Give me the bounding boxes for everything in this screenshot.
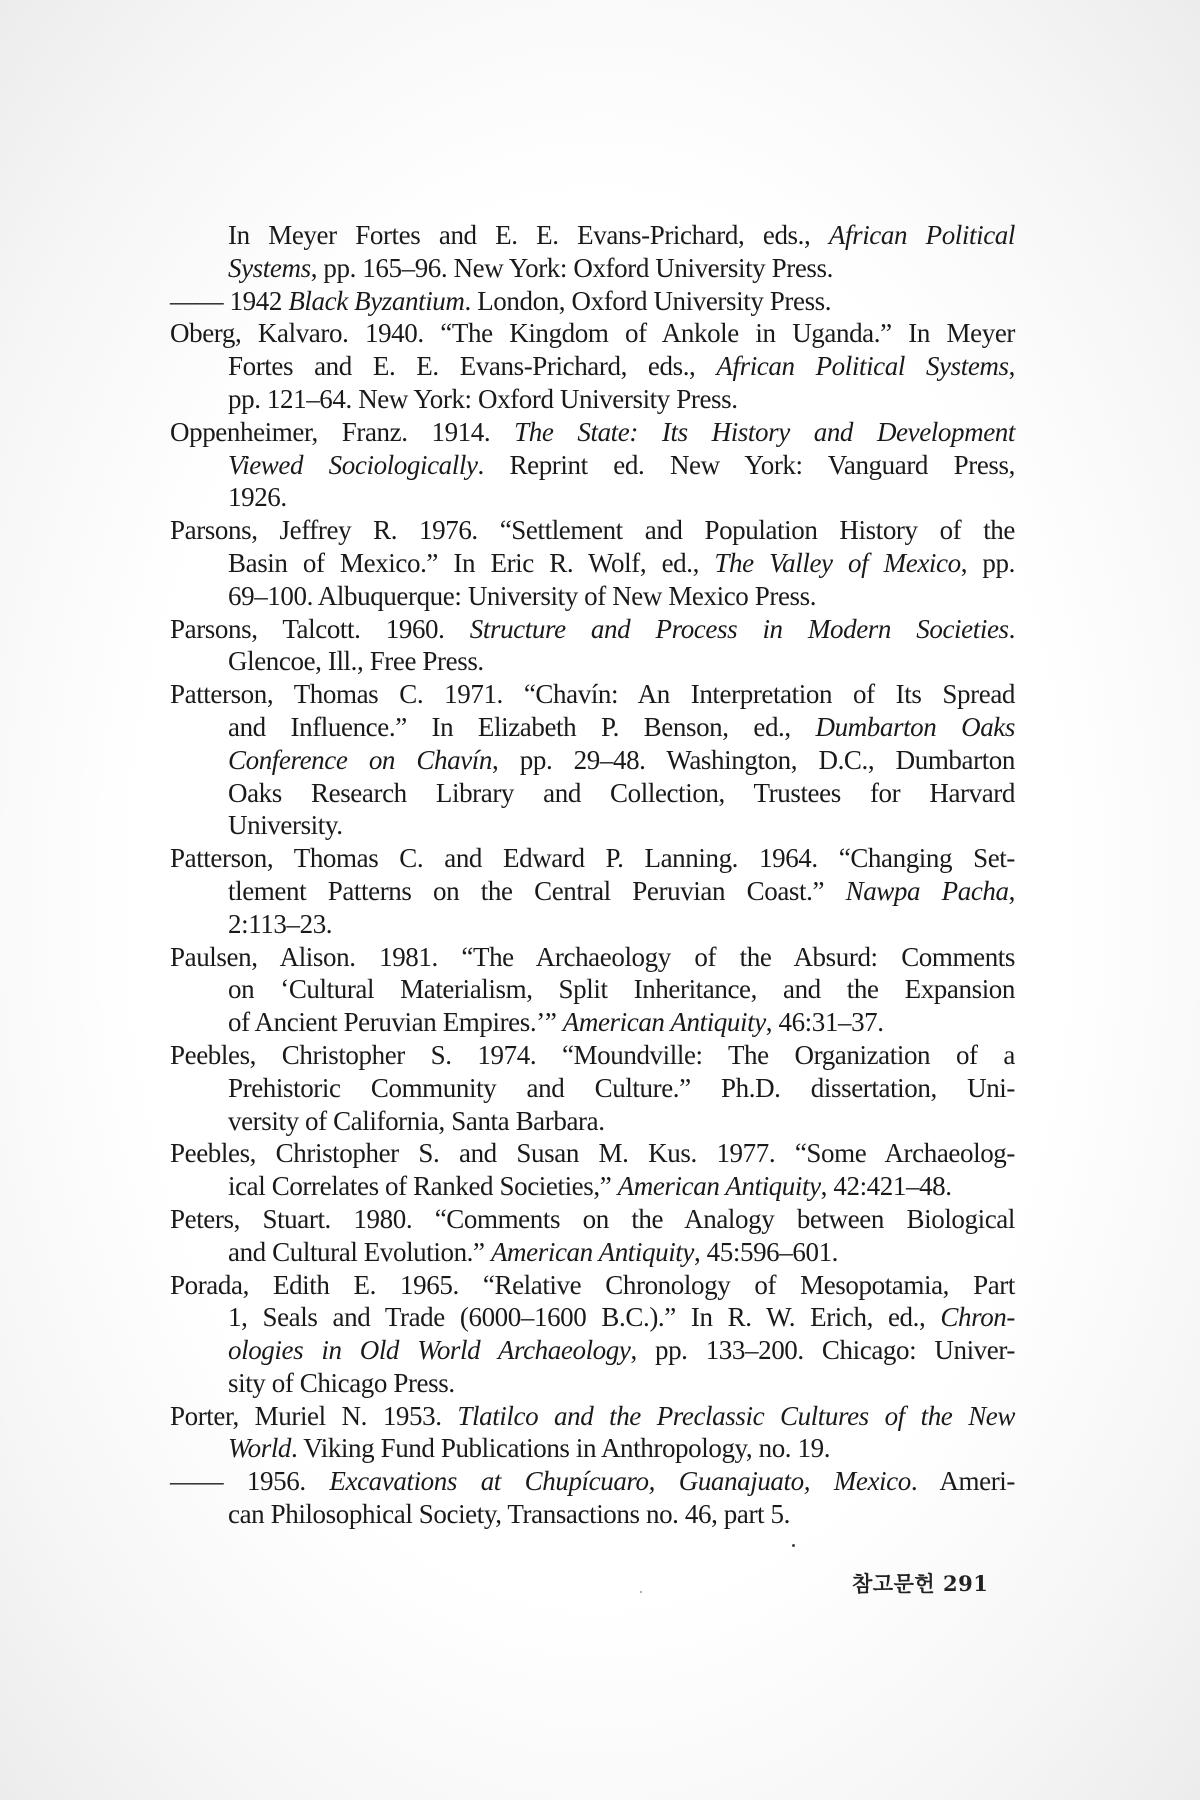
italic-title-text: The State: Its History and Development bbox=[514, 416, 1015, 447]
entry-text: ical Correlates of Ranked Societies,” bbox=[228, 1171, 618, 1202]
italic-title-text: American Antiquity bbox=[562, 1007, 766, 1038]
bibliography-entry bbox=[170, 514, 1015, 612]
bibliography-entry bbox=[170, 1269, 1015, 1400]
entry-text: tlement Patterns on the Central Peruvian Coast.” bbox=[228, 875, 846, 906]
bibliography-entry bbox=[170, 842, 1015, 940]
entry-line bbox=[170, 1170, 1015, 1203]
entry-line bbox=[170, 580, 1015, 613]
entry-text: Glencoe, Ill., Free Press. bbox=[228, 646, 484, 677]
entry-line bbox=[170, 678, 1015, 711]
entry-line bbox=[170, 1105, 1015, 1138]
entry-line bbox=[170, 1432, 1015, 1465]
entry-line bbox=[170, 941, 1015, 974]
entry-text: and Influence.” In Elizabeth P. Benson, ed., bbox=[228, 711, 816, 742]
scan-speck bbox=[792, 1544, 795, 1547]
entry-text: Parsons, Talcott. 1960. bbox=[170, 613, 470, 644]
entry-text: . bbox=[1008, 613, 1015, 644]
entry-text: Peters, Stuart. 1980. “Comments on the Analogy between Biological bbox=[170, 1203, 1015, 1234]
entry-text: , 45:596–601. bbox=[693, 1236, 839, 1267]
bibliography-entry bbox=[170, 1137, 1015, 1203]
entry-text: , bbox=[1008, 875, 1015, 906]
entry-line bbox=[170, 1072, 1015, 1105]
entry-text: . Ameri- bbox=[910, 1466, 1016, 1497]
entry-text: versity of California, Santa Barbara. bbox=[228, 1105, 605, 1136]
entry-line bbox=[170, 1236, 1015, 1269]
entry-line bbox=[170, 613, 1015, 646]
entry-text: , 46:31–37. bbox=[765, 1007, 884, 1038]
bibliography-entry bbox=[170, 1465, 1015, 1531]
entry-line bbox=[170, 350, 1015, 383]
entry-text: on ‘Cultural Materialism, Split Inheritance, and the Expansion bbox=[228, 974, 1015, 1005]
entry-text: Patterson, Thomas C. and Edward P. Lanning. 1964. “Changing Set- bbox=[170, 843, 1015, 874]
entry-line bbox=[170, 1137, 1015, 1170]
entry-text: Paulsen, Alison. 1981. “The Archaeology of the Absurd: Comments bbox=[170, 941, 1015, 972]
entry-text: 1926. bbox=[228, 482, 287, 513]
entry-text: . London, Oxford University Press. bbox=[464, 285, 832, 316]
italic-title-text: Chron- bbox=[940, 1302, 1015, 1333]
entry-line bbox=[170, 875, 1015, 908]
entry-text: Peebles, Christopher S. 1974. “Moundville: The Organization of a bbox=[170, 1039, 1015, 1070]
entry-line bbox=[170, 1367, 1015, 1400]
italic-title-text: Conference on Chavín bbox=[228, 744, 493, 775]
entry-text: sity of Chicago Press. bbox=[228, 1367, 455, 1398]
section-title: 참고문헌 bbox=[852, 1571, 936, 1596]
entry-text: , 42:421–48. bbox=[820, 1171, 952, 1202]
entry-text: Porter, Muriel N. 1953. bbox=[170, 1400, 458, 1431]
entry-text: Basin of Mexico.” In Eric R. Wolf, ed., bbox=[228, 547, 715, 578]
entry-text: Oberg, Kalvaro. 1940. “The Kingdom of Ankole in Uganda.” In Meyer bbox=[170, 318, 1015, 349]
entry-text: Oaks Research Library and Collection, Trustees for Harvard bbox=[228, 777, 1015, 808]
entry-text: —— 1956. bbox=[170, 1466, 330, 1497]
entry-text: Patterson, Thomas C. 1971. “Chavín: An Interpretation of Its Spread bbox=[170, 679, 1015, 710]
italic-title-text: American Antiquity bbox=[617, 1171, 821, 1202]
entry-line bbox=[170, 383, 1015, 416]
entry-text: Oppenheimer, Franz. 1914. bbox=[170, 416, 515, 447]
italic-title-text: Nawpa Pacha bbox=[845, 875, 1009, 906]
entry-line bbox=[170, 1498, 1015, 1531]
italic-title-text: Structure and Process in Modern Societies bbox=[469, 613, 1009, 644]
bibliography-list bbox=[170, 219, 1015, 1531]
entry-line bbox=[170, 1039, 1015, 1072]
entry-text: of Ancient Peruvian Empires.’” bbox=[228, 1007, 563, 1038]
italic-title-text: Dumbarton Oaks bbox=[815, 711, 1015, 742]
italic-title-text: Systems bbox=[228, 252, 311, 283]
entry-text: University. bbox=[228, 810, 343, 841]
entry-line bbox=[170, 908, 1015, 941]
entry-text: , pp. 29–48. Washington, D.C., Dumbarton bbox=[492, 744, 1015, 775]
entry-text: —— 1942 bbox=[170, 285, 289, 316]
entry-text: , bbox=[1008, 351, 1015, 382]
entry-line bbox=[170, 744, 1015, 777]
entry-line bbox=[170, 777, 1015, 810]
bibliography-entry bbox=[170, 416, 1015, 514]
entry-line bbox=[170, 1301, 1015, 1334]
bibliography-entry bbox=[170, 1203, 1015, 1269]
italic-title-text: ologies in Old World Archaeology bbox=[228, 1335, 631, 1366]
entry-line bbox=[170, 842, 1015, 875]
entry-line bbox=[170, 809, 1015, 842]
italic-title-text: Viewed Sociologically bbox=[228, 449, 478, 480]
entry-text: , pp. 165–96. New York: Oxford University Press. bbox=[310, 252, 833, 283]
entry-line bbox=[170, 252, 1015, 285]
page-number: 291 bbox=[942, 1571, 989, 1596]
entry-text: Prehistoric Community and Culture.” Ph.D. dissertation, Uni- bbox=[228, 1072, 1015, 1103]
bibliography-entry bbox=[170, 941, 1015, 1039]
page-footer bbox=[852, 1568, 988, 1598]
entry-line bbox=[170, 1400, 1015, 1433]
entry-text: and Cultural Evolution.” bbox=[228, 1236, 491, 1267]
entry-line bbox=[170, 1465, 1015, 1498]
entry-text: Parsons, Jeffrey R. 1976. “Settlement and Population History of the bbox=[170, 515, 1015, 546]
italic-title-text: Excavations at Chupícuaro, Guanajuato, Mexico bbox=[329, 1466, 911, 1497]
entry-text: 1, Seals and Trade (6000–1600 B.C.).” In R. W. Erich, ed., bbox=[228, 1302, 941, 1333]
italic-title-text: African Political bbox=[828, 220, 1015, 250]
bibliography-entry bbox=[170, 613, 1015, 679]
bibliography-entry bbox=[170, 678, 1015, 842]
entry-text: Fortes and E. E. Evans-Prichard, eds., bbox=[228, 351, 717, 382]
entry-line bbox=[170, 317, 1015, 350]
entry-text: . Viking Fund Publications in Anthropology, no. 19. bbox=[291, 1433, 831, 1464]
entry-text: , pp. bbox=[960, 547, 1015, 578]
italic-title-text: African Political Systems bbox=[716, 351, 1009, 382]
entry-line bbox=[170, 219, 1015, 252]
entry-text: 2:113–23. bbox=[228, 908, 333, 939]
entry-line bbox=[170, 711, 1015, 744]
italic-title-text: Black Byzantium bbox=[288, 285, 465, 316]
entry-line bbox=[170, 1006, 1015, 1039]
scan-speck bbox=[640, 1591, 642, 1593]
bibliography-entry bbox=[170, 285, 1015, 318]
entry-line bbox=[170, 1203, 1015, 1236]
entry-line bbox=[170, 1334, 1015, 1367]
bibliography-entry bbox=[170, 317, 1015, 415]
bibliography-entry bbox=[170, 1039, 1015, 1137]
italic-title-text: American Antiquity bbox=[490, 1236, 694, 1267]
entry-line bbox=[170, 973, 1015, 1006]
italic-title-text: The Valley of Mexico bbox=[714, 547, 961, 578]
entry-line bbox=[170, 285, 1015, 318]
entry-text: pp. 121–64. New York: Oxford University Press. bbox=[228, 383, 738, 414]
entry-line bbox=[170, 514, 1015, 547]
entry-text: 69–100. Albuquerque: University of New Mexico Press. bbox=[228, 580, 817, 611]
entry-line bbox=[170, 449, 1015, 482]
entry-line bbox=[170, 481, 1015, 514]
italic-title-text: World bbox=[228, 1433, 292, 1464]
entry-text: , pp. 133–200. Chicago: Univer- bbox=[630, 1335, 1015, 1366]
entry-text: Porada, Edith E. 1965. “Relative Chronology of Mesopotamia, Part bbox=[170, 1269, 1015, 1300]
entry-text: In Meyer Fortes and E. E. Evans-Prichard, eds., bbox=[228, 220, 829, 250]
italic-title-text: Tlatilco and the Preclassic Cultures of the New bbox=[457, 1400, 1015, 1431]
entry-text: can Philosophical Society, Transactions no. 46, part 5. bbox=[228, 1499, 790, 1530]
bibliography-entry bbox=[170, 219, 1015, 285]
entry-line bbox=[170, 645, 1015, 678]
entry-text: Peebles, Christopher S. and Susan M. Kus. 1977. “Some Archaeolog- bbox=[170, 1138, 1015, 1169]
bibliography-entry bbox=[170, 1400, 1015, 1466]
entry-line bbox=[170, 416, 1015, 449]
entry-line bbox=[170, 547, 1015, 580]
entry-line bbox=[170, 1269, 1015, 1302]
entry-text: . Reprint ed. New York: Vanguard Press, bbox=[477, 449, 1015, 480]
